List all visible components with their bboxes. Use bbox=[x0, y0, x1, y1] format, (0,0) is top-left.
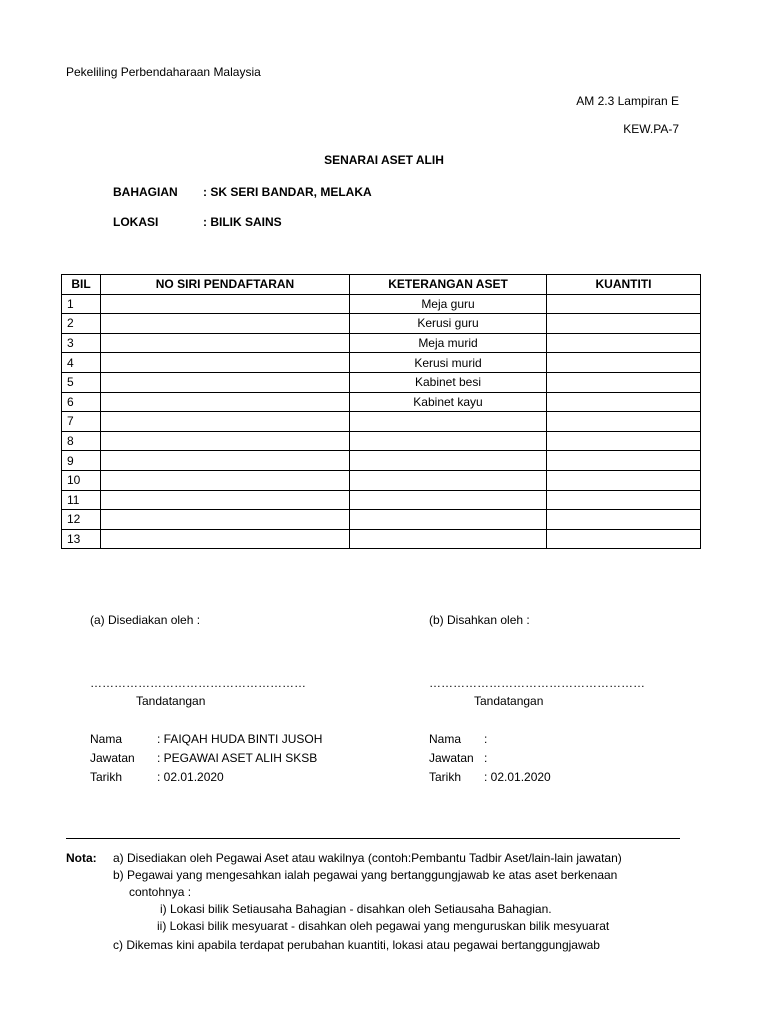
approved-by-signature-label: Tandatangan bbox=[474, 694, 544, 708]
row-bil-cell: 2 bbox=[62, 314, 101, 334]
row-no-siri-cell bbox=[101, 431, 350, 451]
table-header-row bbox=[62, 275, 701, 295]
note-b-ii: ii) Lokasi bilik mesyuarat - disahkan oleh pegawai yang menguruskan bilik mesyuarat bbox=[157, 919, 610, 933]
circular-reference: Pekeliling Perbendaharaan Malaysia bbox=[66, 65, 261, 79]
row-bil-cell: 1 bbox=[62, 294, 101, 314]
table-row bbox=[62, 470, 701, 490]
header-no-siri: NO SIRI PENDAFTARAN bbox=[101, 275, 350, 295]
table-row bbox=[62, 529, 701, 549]
prepared-by-heading: (a) Disediakan oleh : bbox=[90, 613, 201, 627]
row-keterangan-cell bbox=[350, 529, 547, 549]
header-kuantiti: KUANTITI bbox=[547, 275, 701, 295]
row-keterangan-cell bbox=[350, 490, 547, 510]
approved-by-nama-label: Nama bbox=[429, 732, 462, 746]
table-row bbox=[62, 412, 701, 432]
row-keterangan-cell bbox=[350, 451, 547, 471]
row-keterangan-cell: Kabinet kayu bbox=[350, 392, 547, 412]
note-b-example: contohnya : bbox=[129, 885, 192, 899]
row-no-siri-cell bbox=[101, 294, 350, 314]
table-row bbox=[62, 510, 701, 530]
row-no-siri-cell bbox=[101, 529, 350, 549]
approved-by-tarikh-value: : 02.01.2020 bbox=[484, 770, 551, 784]
row-kuantiti-cell bbox=[547, 490, 701, 510]
row-bil-cell: 3 bbox=[62, 333, 101, 353]
row-no-siri-cell bbox=[101, 510, 350, 530]
row-no-siri-cell bbox=[101, 333, 350, 353]
prepared-by-signature-line: ……………………………………………… bbox=[90, 676, 306, 690]
row-kuantiti-cell bbox=[547, 314, 701, 334]
row-kuantiti-cell bbox=[547, 510, 701, 530]
table-row bbox=[62, 353, 701, 373]
note-a: a) Disediakan oleh Pegawai Aset atau wakilnya (contoh:Pembantu Tadbir Aset/lain-lain jawatan) bbox=[113, 851, 622, 865]
row-keterangan-cell bbox=[350, 510, 547, 530]
table-row bbox=[62, 333, 701, 353]
row-bil-cell: 6 bbox=[62, 392, 101, 412]
row-no-siri-cell bbox=[101, 353, 350, 373]
row-keterangan-cell: Meja murid bbox=[350, 333, 547, 353]
row-bil-cell: 5 bbox=[62, 372, 101, 392]
row-bil-cell: 8 bbox=[62, 431, 101, 451]
row-keterangan-cell: Kerusi guru bbox=[350, 314, 547, 334]
row-keterangan-cell: Meja guru bbox=[350, 294, 547, 314]
approved-by-nama-value: : bbox=[484, 732, 488, 746]
row-kuantiti-cell bbox=[547, 353, 701, 373]
table-row bbox=[62, 392, 701, 412]
table-row bbox=[62, 294, 701, 314]
row-kuantiti-cell bbox=[547, 372, 701, 392]
asset-table bbox=[61, 274, 701, 549]
notes-divider bbox=[66, 838, 680, 839]
approved-by-signature-line: ……………………………………………… bbox=[429, 676, 645, 690]
row-kuantiti-cell bbox=[547, 333, 701, 353]
lokasi-value: : BILIK SAINS bbox=[203, 215, 282, 229]
approved-by-heading: (b) Disahkan oleh : bbox=[429, 613, 530, 627]
bahagian-label: BAHAGIAN bbox=[113, 185, 178, 199]
row-no-siri-cell bbox=[101, 412, 350, 432]
row-no-siri-cell bbox=[101, 451, 350, 471]
row-kuantiti-cell bbox=[547, 470, 701, 490]
row-bil-cell: 9 bbox=[62, 451, 101, 471]
note-b-i: i) Lokasi bilik Setiausaha Bahagian - disahkan oleh Setiausaha Bahagian. bbox=[160, 902, 552, 916]
row-no-siri-cell bbox=[101, 392, 350, 412]
lokasi-label: LOKASI bbox=[113, 215, 159, 229]
row-bil-cell: 10 bbox=[62, 470, 101, 490]
row-kuantiti-cell bbox=[547, 392, 701, 412]
notes-label: Nota: bbox=[66, 851, 97, 865]
row-bil-cell: 12 bbox=[62, 510, 101, 530]
header-keterangan: KETERANGAN ASET bbox=[350, 275, 547, 295]
prepared-by-jawatan-label: Jawatan bbox=[90, 751, 135, 765]
row-keterangan-cell: Kerusi murid bbox=[350, 353, 547, 373]
row-kuantiti-cell bbox=[547, 451, 701, 471]
prepared-by-nama-value: : FAIQAH HUDA BINTI JUSOH bbox=[157, 732, 323, 746]
prepared-by-tarikh-label: Tarikh bbox=[90, 770, 123, 784]
table-row bbox=[62, 431, 701, 451]
row-kuantiti-cell bbox=[547, 431, 701, 451]
row-keterangan-cell bbox=[350, 470, 547, 490]
row-kuantiti-cell bbox=[547, 412, 701, 432]
appendix-reference: AM 2.3 Lampiran E bbox=[576, 94, 679, 108]
row-no-siri-cell bbox=[101, 314, 350, 334]
row-bil-cell: 7 bbox=[62, 412, 101, 432]
page-title bbox=[0, 153, 768, 167]
row-kuantiti-cell bbox=[547, 294, 701, 314]
bahagian-value: : SK SERI BANDAR, MELAKA bbox=[203, 185, 372, 199]
header-bil: BIL bbox=[62, 275, 101, 295]
prepared-by-jawatan-value: : PEGAWAI ASET ALIH SKSB bbox=[157, 751, 318, 765]
row-keterangan-cell bbox=[350, 431, 547, 451]
approved-by-jawatan-label: Jawatan bbox=[429, 751, 474, 765]
table-row bbox=[62, 314, 701, 334]
prepared-by-tarikh-value: : 02.01.2020 bbox=[157, 770, 224, 784]
approved-by-tarikh-label: Tarikh bbox=[429, 770, 462, 784]
table-row bbox=[62, 490, 701, 510]
row-bil-cell: 13 bbox=[62, 529, 101, 549]
row-no-siri-cell bbox=[101, 372, 350, 392]
approved-by-jawatan-value: : bbox=[484, 751, 488, 765]
prepared-by-signature-label: Tandatangan bbox=[136, 694, 206, 708]
row-no-siri-cell bbox=[101, 470, 350, 490]
row-bil-cell: 11 bbox=[62, 490, 101, 510]
form-code: KEW.PA-7 bbox=[623, 122, 679, 136]
row-keterangan-cell bbox=[350, 412, 547, 432]
row-no-siri-cell bbox=[101, 490, 350, 510]
page-title-text: SENARAI ASET ALIH bbox=[324, 153, 444, 167]
table-row bbox=[62, 451, 701, 471]
row-keterangan-cell: Kabinet besi bbox=[350, 372, 547, 392]
prepared-by-nama-label: Nama bbox=[90, 732, 123, 746]
table-body bbox=[62, 294, 701, 549]
table-row bbox=[62, 372, 701, 392]
row-bil-cell: 4 bbox=[62, 353, 101, 373]
note-c: c) Dikemas kini apabila terdapat perubahan kuantiti, lokasi atau pegawai bertanggungjawab bbox=[113, 938, 600, 952]
row-kuantiti-cell bbox=[547, 529, 701, 549]
note-b: b) Pegawai yang mengesahkan ialah pegawai yang bertanggungjawab ke atas aset berkenaan bbox=[113, 868, 618, 882]
